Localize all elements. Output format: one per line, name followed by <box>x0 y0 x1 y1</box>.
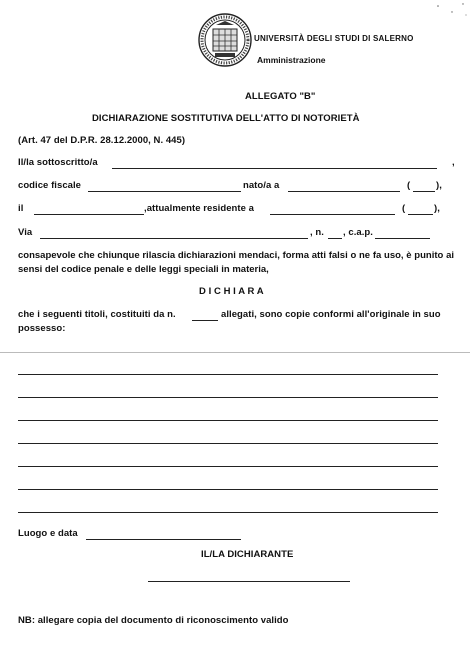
numero-allegati-field[interactable] <box>192 320 218 321</box>
titolo-line-4[interactable] <box>18 443 438 444</box>
paren-close: ), <box>434 203 440 214</box>
department-name: Amministrazione <box>257 55 326 65</box>
paren-close: ), <box>436 180 442 191</box>
titolo-line-3[interactable] <box>18 420 438 421</box>
titolo-line-7[interactable] <box>18 512 438 513</box>
titoli-text-start: che i seguenti titoli, costituiti da n. <box>18 309 176 320</box>
titolo-line-1[interactable] <box>18 374 438 375</box>
il-label: il <box>18 203 24 214</box>
sottoscritto-field[interactable] <box>112 168 437 169</box>
provincia-residenza-field[interactable] <box>408 214 433 215</box>
law-reference: (Art. 47 del D.P.R. 28.12.2000, N. 445) <box>18 135 186 146</box>
firma-field[interactable] <box>148 581 350 582</box>
residenza-field[interactable] <box>270 214 395 215</box>
luogo-data-field[interactable] <box>86 539 241 540</box>
allegato-label: ALLEGATO "B" <box>245 91 316 102</box>
dichiarante-label: IL/LA DICHIARANTE <box>201 549 294 560</box>
via-label: Via <box>18 227 33 238</box>
titoli-text-end: allegati, sono copie conformi all'originale in suo <box>221 309 441 320</box>
consapevole-paragraph: consapevole che chiunque rilascia dichiarazioni mendaci, forma atti falsi o ne fa uso, è punito ai sensi del codice penale e delle leggi speciali in materia, <box>18 250 454 275</box>
cap-label: , c.a.p. <box>343 227 373 238</box>
luogo-data-label: Luogo e data <box>18 528 78 539</box>
codice-fiscale-label: codice fiscale <box>18 180 82 191</box>
possesso-label: possesso: <box>18 323 66 334</box>
via-field[interactable] <box>40 238 308 239</box>
luogo-nascita-field[interactable] <box>288 191 400 192</box>
scan-artifact-line <box>0 352 470 353</box>
provincia-nascita-field[interactable] <box>413 191 435 192</box>
titolo-line-2[interactable] <box>18 397 438 398</box>
residente-label: ,attualmente residente a <box>144 203 254 214</box>
titolo-line-6[interactable] <box>18 489 438 490</box>
comma-mark: , <box>452 157 455 168</box>
paren-open: ( <box>402 203 406 214</box>
titolo-line-5[interactable] <box>18 466 438 467</box>
sottoscritto-label: Il/la sottoscritto/a <box>18 157 98 168</box>
document-title: DICHIARAZIONE SOSTITUTIVA DELL'ATTO DI NOTORIETÀ <box>92 113 360 124</box>
cap-field[interactable] <box>375 238 430 239</box>
data-nascita-field[interactable] <box>34 214 144 215</box>
university-seal-logo <box>198 13 252 67</box>
dichiara-heading: D I C H I A R A <box>199 286 264 297</box>
nato-label: nato/a a <box>243 180 280 191</box>
nb-note: NB: allegare copia del documento di riconoscimento valido <box>18 615 289 626</box>
scan-specks <box>430 0 470 20</box>
numero-label: , n. <box>310 227 324 238</box>
paren-open: ( <box>407 180 411 191</box>
numero-field[interactable] <box>328 238 342 239</box>
university-name: UNIVERSITÀ DEGLI STUDI DI SALERNO <box>254 34 414 43</box>
codice-fiscale-field[interactable] <box>88 191 241 192</box>
